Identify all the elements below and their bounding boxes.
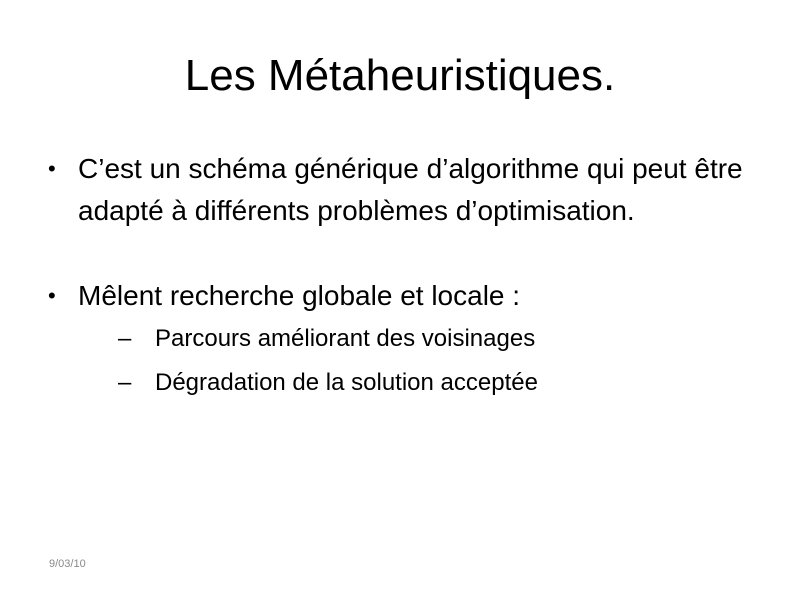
- bullet-text: C’est un schéma générique d’algorithme qui peut être adapté à différents problèmes d’optimisation.: [78, 153, 743, 226]
- bullet-item: [48, 275, 768, 405]
- sub-bullet-item: [118, 361, 768, 405]
- sub-bullet-marker: –: [118, 369, 132, 396]
- footer-date: 9/03/10: [49, 558, 86, 570]
- bullet-item: [48, 148, 768, 232]
- bullet-marker: •: [48, 156, 56, 181]
- sub-bullet-text: Dégradation de la solution acceptée: [155, 369, 538, 396]
- sub-bullet-text: Parcours améliorant des voisinages: [155, 325, 536, 352]
- bullet-marker: •: [48, 283, 56, 308]
- sub-bullet-item: [118, 317, 768, 361]
- bullet-list: [48, 148, 768, 405]
- sub-bullet-marker: –: [118, 325, 132, 352]
- bullet-text: Mêlent recherche globale et locale :: [78, 280, 521, 311]
- slide-title: Les Métaheuristiques.: [184, 51, 616, 100]
- sub-bullet-list: [78, 317, 768, 405]
